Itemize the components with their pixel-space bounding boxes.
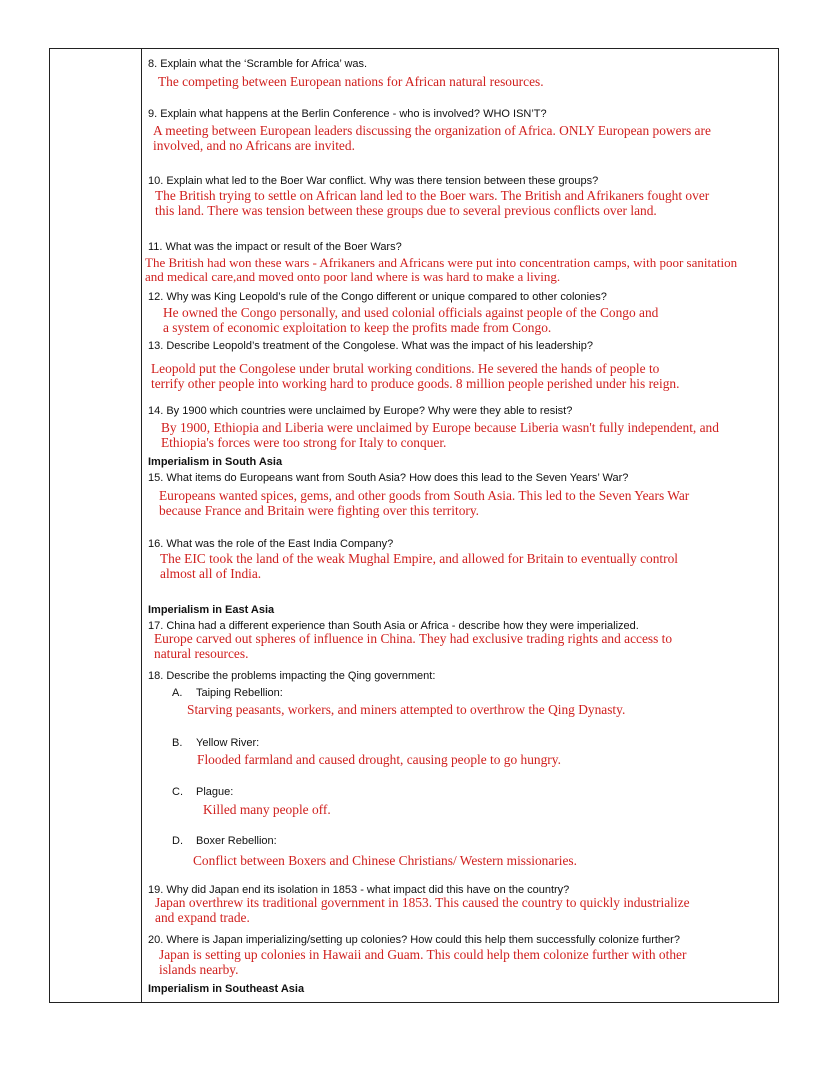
answer-9-line-1: A meeting between European leaders discussing the organization of Africa. ONLY European powers are: [153, 123, 711, 138]
answer-18b: Flooded farmland and caused drought, causing people to go hungry.: [197, 752, 561, 767]
answer-19-line-1: Japan overthrew its traditional government in 1853. This caused the country to quickly industrialize: [155, 895, 690, 910]
answer-9-line-2: involved, and no Africans are invited.: [153, 138, 355, 153]
sub-letter: C.: [172, 786, 183, 798]
sub-label: Boxer Rebellion:: [196, 835, 277, 847]
answer-11-line-1: The British had won these wars - Afrikaners and Africans were put into concentration camps, with poor sanitation: [145, 255, 738, 270]
question-9: 9. Explain what happens at the Berlin Conference - who is involved? WHO ISN’T?: [148, 108, 547, 120]
sub-letter: B.: [172, 737, 183, 749]
sub-label: Yellow River:: [196, 737, 260, 749]
question-15: 15. What items do Europeans want from South Asia? How does this lead to the Seven Years’ War?: [148, 472, 629, 484]
question-16: 16. What was the role of the East India Company?: [148, 538, 394, 550]
section-heading-southeast-asia: Imperialism in Southeast Asia: [148, 983, 305, 995]
answer-10-line-2: this land. There was tension between these groups due to several previous conflicts over land.: [155, 203, 657, 218]
answer-12-line-1: He owned the Congo personally, and used colonial officials against people of the Congo and: [163, 305, 659, 320]
answer-11-line-2: and medical care,and moved onto poor land where is was hard to make a living.: [145, 269, 561, 284]
section-heading-south-asia: Imperialism in South Asia: [148, 456, 283, 468]
question-8: 8. Explain what the ‘Scramble for Africa’ was.: [148, 58, 368, 70]
section-heading-east-asia: Imperialism in East Asia: [148, 604, 275, 616]
sub-label: Plague:: [196, 786, 234, 798]
question-18: 18. Describe the problems impacting the Qing government:: [148, 670, 436, 682]
answer-16-line-1: The EIC took the land of the weak Mughal Empire, and allowed for Britain to eventually control: [160, 551, 678, 566]
question-13: 13. Describe Leopold’s treatment of the Congolese. What was the impact of his leadership?: [148, 340, 593, 352]
question-10: 10. Explain what led to the Boer War conflict. Why was there tension between these groups?: [148, 175, 599, 187]
question-20: 20. Where is Japan imperializing/setting up colonies? How could this help them successfully colonize further?: [148, 934, 680, 946]
question-11: 11. What was the impact or result of the Boer Wars?: [148, 241, 402, 253]
answer-20-line-1: Japan is setting up colonies in Hawaii and Guam. This could help them colonize further with other: [159, 947, 687, 962]
question-12: 12. Why was King Leopold’s rule of the Congo different or unique compared to other colonies?: [148, 291, 607, 303]
answer-12-line-2: a system of economic exploitation to keep the profits made from Congo.: [163, 320, 552, 335]
answer-13-line-1: Leopold put the Congolese under brutal working conditions. He severed the hands of people to: [151, 361, 660, 376]
answer-13-line-2: terrify other people into working hard to produce goods. 8 million people perished under his reign.: [151, 376, 680, 391]
answer-17-line-2: natural resources.: [154, 646, 249, 661]
answer-16-line-2: almost all of India.: [160, 566, 262, 581]
answer-14-line-2: Ethiopia's forces were too strong for Italy to conquer.: [161, 435, 447, 450]
answer-17-line-1: Europe carved out spheres of influence in China. They had exclusive trading rights and access to: [154, 631, 673, 646]
answer-19-line-2: and expand trade.: [155, 910, 250, 925]
sub-label: Taiping Rebellion:: [196, 687, 283, 699]
answer-10-line-1: The British trying to settle on African land led to the Boer wars. The British and Afrikaners fought over: [155, 188, 710, 203]
sub-question-a: [172, 687, 283, 700]
sub-question-c: [172, 786, 233, 799]
answer-8-line-1: The competing between European nations for African natural resources.: [158, 74, 544, 89]
left-column-divider: [141, 48, 142, 1003]
answer-15-line-2: because France and Britain were fighting over this territory.: [159, 503, 480, 518]
sub-letter: A.: [172, 687, 183, 699]
answer-18c: Killed many people off.: [203, 802, 331, 817]
answer-18d: Conflict between Boxers and Chinese Christians/ Western missionaries.: [193, 853, 577, 868]
question-19: 19. Why did Japan end its isolation in 1853 - what impact did this have on the country?: [148, 884, 570, 896]
question-14: 14. By 1900 which countries were unclaimed by Europe? Why were they able to resist?: [148, 405, 573, 417]
answer-14-line-1: By 1900, Ethiopia and Liberia were unclaimed by Europe because Liberia wasn't fully independent, and: [161, 420, 719, 435]
sub-letter: D.: [172, 835, 183, 847]
sub-question-d: [172, 835, 277, 848]
question-17: 17. China had a different experience than South Asia or Africa - describe how they were imperialized.: [148, 620, 639, 632]
answer-15-line-1: Europeans wanted spices, gems, and other goods from South Asia. This led to the Seven Years War: [159, 488, 690, 503]
answer-20-line-2: islands nearby.: [159, 962, 239, 977]
answer-18a: Starving peasants, workers, and miners attempted to overthrow the Qing Dynasty.: [187, 702, 626, 717]
sub-question-b: [172, 737, 259, 750]
